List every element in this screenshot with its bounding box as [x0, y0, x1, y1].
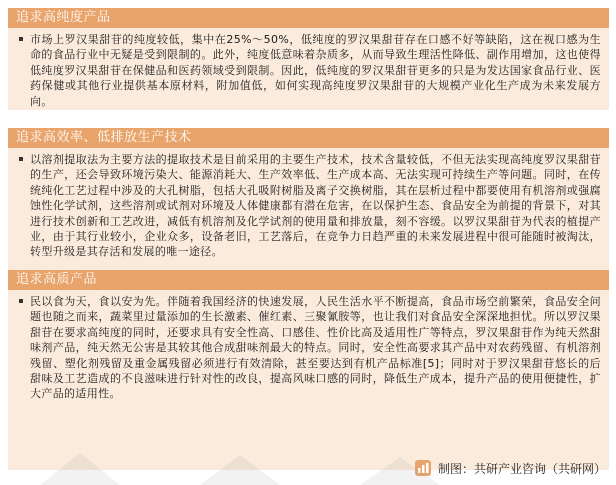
section-text: 以溶剂提取法为主要方法的提取技术是目前采用的主要生产技术，技术含量较低，不但无法实现高纯度罗汉果甜苷的生产，还会导致环境污染大、能源消耗大、生产效率低、生产成本高、无法实现可持续生产等问题。同时，在传统纯化工艺过程中涉及的大孔树脂，包括大孔吸附树脂及离子交换树脂，其在层析过程中都要使用有机溶剂或强腐蚀性化学试剂，这些溶剂或试剂对环境及人体健康都有潜在危害，在以保护生态、食品安全为前提的背景下，对其进行技术创新和工艺改进，减低有机溶剂及化学试剂的使用量和排放量，刻不容缓。以罗汉果甜苷为代表的植提产业，由于其行业较小，企业众多，设备老旧，工艺落后，在竞争力日趋严重的未来发展进程中很可能随时被淘汰，转型升级是其存活和发展的唯一途径。 [30, 153, 601, 259]
section-body [8, 28, 609, 110]
section-body [8, 148, 609, 275]
section-high-purity [8, 8, 609, 110]
bullet-icon [19, 37, 23, 41]
brand-logo-icon [414, 459, 432, 477]
bullet-icon [19, 299, 23, 303]
section-text: 市场上罗汉果甜苷的纯度较低，集中在25%～50%，低纯度的罗汉果甜苷存在口感不好等缺陷，这在视口感为生命的食品行业中无疑是受到限制的。此外，纯度低意味着杂质多，从而导致生理活性降低、副作用增加，这也使得低纯度罗汉果甜苷在保健品和医药领域受到限制。因此，低纯度的罗汉果甜苷更多的只是为发达国家食品行业、医药保健或其他行业提供基本原材料，附加值低，如何实现高纯度罗汉果甜苷的大规模产业化生产成为未来发展方向。 [30, 33, 601, 108]
section-text: 民以食为天，食以安为先。伴随着我国经济的快速发展，人民生活水平不断提高，食品市场空前繁荣，食品安全问题也随之而来，蔬菜里过量添加的生长激素、催红素、三聚氰胺等，也让我们对食品安全深深地担忧。所以罗汉果甜苷在要求高纯度的同时，还要求具有安全性高、口感佳、性价比高及适用性广等特点，罗汉果甜苷作为纯天然甜味剂产品，纯天然无公害是其较其他合成甜味剂最大的特点。同时，安全性高要求其产品中对农药残留、有机溶剂残留、塑化剂残留及重金属残留必须进行有效清除，甚至要达到有机产品标准[5]；同时对于罗汉果甜苷悠长的后甜味及工艺造成的不良滋味进行针对性的改良，提高风味口感的同时，降低生产成本，提升产品的使用便捷性，扩大产品的适用性。 [30, 295, 601, 401]
section-title: 追求高质产品 [8, 270, 609, 290]
section-title: 追求高纯度产品 [8, 8, 609, 28]
section-body [8, 290, 609, 470]
section-efficient-tech [8, 128, 609, 275]
bullet-icon [19, 157, 23, 161]
credit-text: 制图：共研产业咨询（共研网） [437, 461, 606, 476]
section-title: 追求高效率、低排放生产技术 [8, 128, 609, 148]
source-credit [414, 459, 606, 477]
section-high-quality [8, 270, 609, 470]
